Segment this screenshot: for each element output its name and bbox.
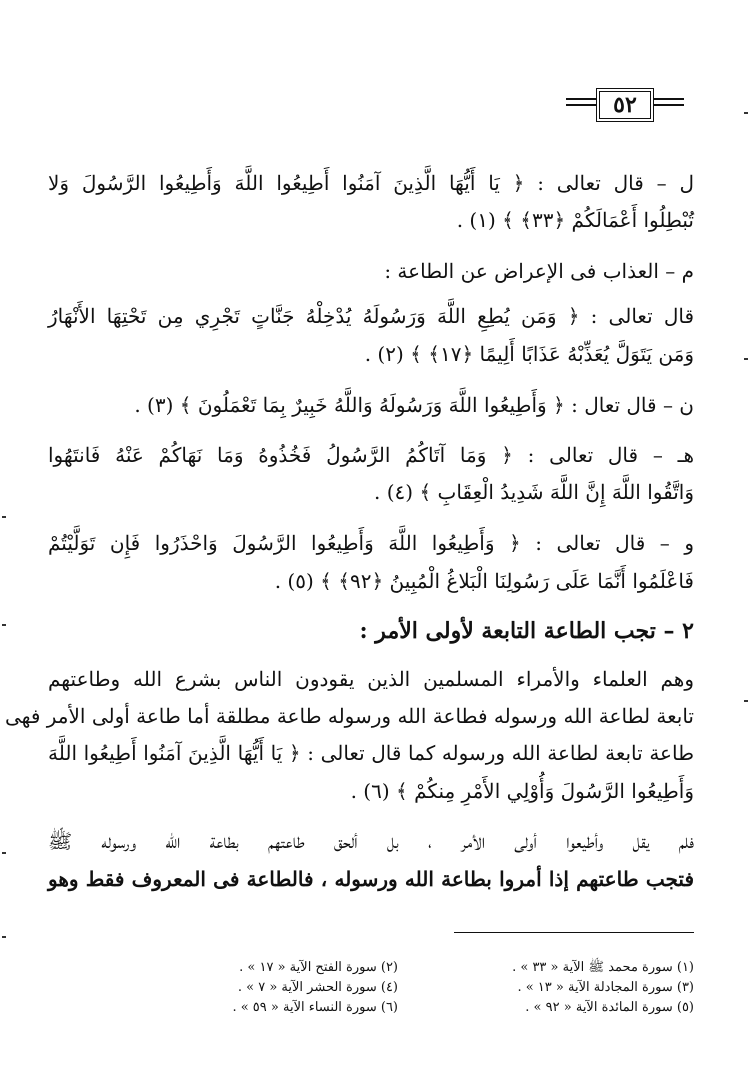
- scan-mark: [2, 624, 6, 626]
- footnote-divider: [454, 932, 694, 933]
- text-line: ن – قال تعال : ﴿ وَأَطِيعُوا اللَّهَ وَرَسُولَهُ وَاللَّهُ خَبِيرٌ بِمَا تَعْمَلُونَ ﴾ (٣) .: [134, 393, 694, 417]
- scan-mark: [2, 852, 6, 854]
- scan-mark: [2, 516, 6, 518]
- scan-mark: [2, 936, 6, 938]
- text-line: قال تعالى : ﴿ وَمَن يُطِعِ اللَّهَ وَرَسُولَهُ يُدْخِلْهُ جَنَّاتٍ تَجْرِي مِن تَحْتِهَا الأَنْهَارُ: [48, 304, 694, 328]
- footnote: (٤) سورة الحشر الآية « ٧ » .: [237, 980, 398, 995]
- text-line: هـ – قال تعالى : ﴿ وَمَا آتَاكُمُ الرَّسُولُ فَخُذُوهُ وَمَا نَهَاكُمْ عَنْهُ فَانتَهُوا: [48, 443, 694, 467]
- text-line: وَاتَّقُوا اللَّهَ إِنَّ اللَّهَ شَدِيدُ الْعِقَابِ ﴾ (٤) .: [374, 480, 694, 504]
- footnote: (٥) سورة المائدة الآية « ٩٢ » .: [525, 1000, 694, 1015]
- text-line: ل – قال تعالى : ﴿ يَا أَيُّهَا الَّذِينَ آمَنُوا أَطِيعُوا اللَّهَ وَأَطِيعُوا الرَّسُولَ وَلا: [48, 171, 694, 195]
- scan-mark: [744, 112, 748, 114]
- footnote: (٢) سورة الفتح الآية « ١٧ » .: [239, 960, 398, 975]
- scan-mark: [744, 358, 748, 360]
- section-title: م – العذاب فى الإعراض عن الطاعة :: [384, 259, 694, 283]
- section-heading: ٢ – تجب الطاعة التابعة لأولى الأمر :: [359, 618, 694, 644]
- text-line: و – قال تعالى : ﴿ وَأَطِيعُوا اللَّهَ وَأَطِيعُوا الرَّسُولَ وَاحْذَرُوا فَإِن تَوَلَّيْتُمْ: [48, 531, 694, 555]
- footnote: (٦) سورة النساء الآية « ٥٩ » .: [232, 1000, 398, 1015]
- footnote: (١) سورة محمد ﷺ الآية « ٣٣ » .: [512, 960, 694, 975]
- paragraph-line: تابعة لطاعة الله ورسوله فطاعة الله ورسوله طاعة مطلقة أما طاعة أولى الأمر فهى: [4, 704, 694, 728]
- page-number-badge: [566, 88, 684, 128]
- text-line: وَمَن يَتَوَلَّ يُعَذِّبْهُ عَذَابًا أَلِيمًا ﴿١٧﴾ ﴾ (٢) .: [364, 342, 694, 366]
- paragraph-line: وَأَطِيعُوا الرَّسُولَ وَأُوْلِي الأَمْرِ مِنكُمْ ﴾ (٦) .: [350, 779, 694, 803]
- paragraph-line: وهم العلماء والأمراء المسلمين الذين يقودون الناس بشرع الله وطاعتهم: [48, 667, 694, 691]
- scan-mark: [744, 700, 748, 702]
- page-number: ٥٢: [596, 88, 654, 122]
- paragraph-line: فتجب طاعتهم إذا أمروا بطاعة الله ورسوله ، فالطاعة فى المعروف فقط وهو: [48, 867, 694, 891]
- text-line: فَاعْلَمُوا أَنَّمَا عَلَى رَسُولِنَا الْبَلاغُ الْمُبِينُ ﴿٩٢﴾ ﴾ (٥) .: [274, 569, 694, 593]
- paragraph-line: فلم يقل وأطيعوا أولى الأمر ، بل ألحق طاعتهم بطاعة الله ورسوله ﷺ: [48, 829, 694, 853]
- footnote: (٣) سورة المجادلة الآية « ١٣ » .: [517, 980, 694, 995]
- paragraph-line: طاعة تابعة لطاعة الله ورسوله كما قال تعالى : ﴿ يَا أَيُّهَا الَّذِينَ آمَنُوا أَطِيعُوا اللَّهَ: [48, 741, 694, 765]
- text-line: تُبْطِلُوا أَعْمَالَكُمْ ﴿٣٣﴾ ﴾ (١) .: [456, 208, 694, 232]
